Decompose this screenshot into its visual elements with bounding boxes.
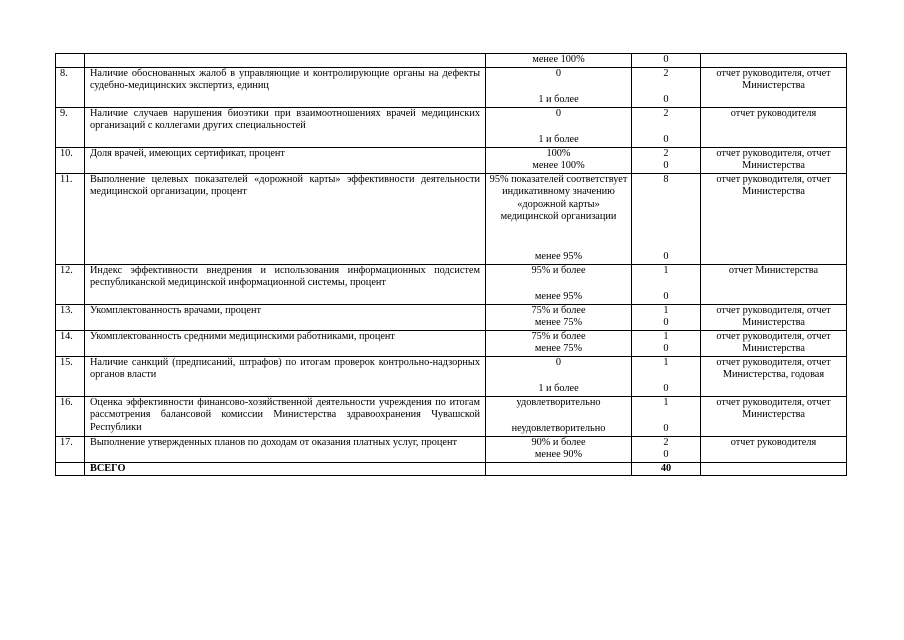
row-number <box>56 54 85 68</box>
points-line: 0 <box>663 291 669 302</box>
value-cell <box>486 67 632 107</box>
points-line: 2 <box>663 147 669 159</box>
points-cell <box>632 147 701 173</box>
criterion-name: Наличие случаев нарушения биоэтики при взаимоотношениях врачей медицинских организаций с коллегами других специальностей <box>85 107 486 147</box>
criterion-name: Укомплектованность врачами, процент <box>85 304 486 330</box>
criterion-name: Укомплектованность средними медицинскими работниками, процент <box>85 330 486 356</box>
value-cell <box>486 356 632 396</box>
value-cell <box>486 330 632 356</box>
row-number: 16. <box>56 396 85 436</box>
table-row <box>56 356 847 396</box>
row-number: 15. <box>56 356 85 396</box>
row-number: 10. <box>56 147 85 173</box>
row-number: 9. <box>56 107 85 147</box>
criterion-name: Оценка эффективности финансово-хозяйственной деятельности учреждения по итогам рассмотрения балансовой комиссии Министерства здравоохранения Чувашской Республики <box>85 396 486 436</box>
table-row <box>56 330 847 356</box>
points-line: 1 <box>663 330 669 342</box>
value-line: 0 <box>555 356 562 368</box>
criterion-name: Наличие санкций (предписаний, штрафов) по итогам проверок контрольно-надзорных органов власти <box>85 356 486 396</box>
points-line: 1 <box>663 356 669 368</box>
value-line: 0 <box>555 107 562 119</box>
points-line: 1 <box>663 304 669 316</box>
row-number: 14. <box>56 330 85 356</box>
source-cell: отчет руководителя, отчет Министерства <box>701 396 847 436</box>
value-line: менее 95% <box>534 291 583 302</box>
row-number: 12. <box>56 264 85 304</box>
points-cell <box>632 54 701 68</box>
table-row <box>56 264 847 304</box>
criteria-table-body <box>56 54 847 476</box>
points-line: 0 <box>663 343 669 354</box>
value-cell <box>486 462 632 476</box>
value-line: удовлетворительно <box>516 396 601 408</box>
value-cell <box>486 396 632 436</box>
value-cell <box>486 304 632 330</box>
value-line: 90% и более <box>531 436 586 448</box>
row-number: 11. <box>56 173 85 264</box>
source-cell <box>701 54 847 68</box>
points-cell <box>632 356 701 396</box>
value-line: менее 75% <box>534 317 583 328</box>
criterion-name: Индекс эффективности внедрения и использования информационных подсистем республиканской медицинской информационной системы, процент <box>85 264 486 304</box>
table-row <box>56 173 847 264</box>
value-line: менее 75% <box>534 343 583 354</box>
criterion-name: Выполнение целевых показателей «дорожной карты» эффективности деятельности медицинской организации, процент <box>85 173 486 264</box>
points-line: 0 <box>663 423 669 434</box>
value-line: менее 95% <box>534 251 583 262</box>
value-line: 95% и более <box>531 264 586 276</box>
points-line: 0 <box>663 317 669 328</box>
points-line: 1 <box>663 264 669 276</box>
criterion-name: Выполнение утвержденных планов по доходам от оказания платных услуг, процент <box>85 436 486 462</box>
row-number: 13. <box>56 304 85 330</box>
table-row <box>56 54 847 68</box>
points-cell <box>632 173 701 264</box>
table-row <box>56 396 847 436</box>
value-cell <box>486 147 632 173</box>
value-cell <box>486 436 632 462</box>
points-line: 0 <box>663 251 669 262</box>
value-line: 1 и более <box>538 383 579 394</box>
source-cell <box>701 462 847 476</box>
value-line: 1 и более <box>538 134 579 145</box>
points-cell <box>632 264 701 304</box>
points-line: 40 <box>660 462 672 474</box>
points-cell <box>632 67 701 107</box>
row-number: 17. <box>56 436 85 462</box>
points-line: 0 <box>663 383 669 394</box>
points-line: 8 <box>663 173 669 185</box>
total-row <box>56 462 847 476</box>
points-cell <box>632 396 701 436</box>
points-cell <box>632 304 701 330</box>
total-label: ВСЕГО <box>85 462 486 476</box>
value-line: неудовлетворительно <box>511 423 606 434</box>
points-cell <box>632 330 701 356</box>
source-cell: отчет руководителя, отчет Министерства <box>701 67 847 107</box>
criterion-name: Доля врачей, имеющих сертификат, процент <box>85 147 486 173</box>
table-row <box>56 107 847 147</box>
source-cell: отчет руководителя, отчет Министерства <box>701 147 847 173</box>
table-row <box>56 304 847 330</box>
points-line: 0 <box>663 94 669 105</box>
value-cell <box>486 107 632 147</box>
table-row <box>56 147 847 173</box>
value-line: 0 <box>555 67 562 79</box>
value-cell <box>486 264 632 304</box>
value-line: менее 90% <box>534 449 583 460</box>
source-cell: отчет руководителя <box>701 107 847 147</box>
points-cell <box>632 436 701 462</box>
points-line: 0 <box>663 134 669 145</box>
source-cell: отчет руководителя, отчет Министерства <box>701 330 847 356</box>
criteria-table <box>55 53 847 476</box>
value-line: 75% и более <box>531 330 586 342</box>
value-line: 1 и более <box>538 94 579 105</box>
row-number <box>56 462 85 476</box>
value-line: 100% <box>546 147 571 159</box>
value-line: менее 100% <box>532 54 585 65</box>
source-cell: отчет руководителя, отчет Министерства <box>701 304 847 330</box>
source-cell: отчет руководителя, отчет Министерства <box>701 173 847 264</box>
points-line: 0 <box>663 160 669 171</box>
points-line: 0 <box>663 449 669 460</box>
source-cell: отчет Министерства <box>701 264 847 304</box>
value-line: 75% и более <box>531 304 586 316</box>
value-line: 95% показателей соответствует индикативному значению «дорожной карты» медицинской организации <box>489 173 628 222</box>
source-cell: отчет руководителя, отчет Министерства, годовая <box>701 356 847 396</box>
row-number: 8. <box>56 67 85 107</box>
criterion-name: Наличие обоснованных жалоб в управляющие и контролирующие органы на дефекты судебно-медицинских экспертиз, единиц <box>85 67 486 107</box>
value-cell <box>486 173 632 264</box>
table-row <box>56 67 847 107</box>
points-cell <box>632 107 701 147</box>
points-line: 2 <box>663 436 669 448</box>
points-line: 2 <box>663 67 669 79</box>
points-line: 1 <box>663 396 669 408</box>
value-cell <box>486 54 632 68</box>
value-line: менее 100% <box>532 160 585 171</box>
points-line: 2 <box>663 107 669 119</box>
criterion-name <box>85 54 486 68</box>
points-line: 0 <box>663 54 669 65</box>
table-row <box>56 436 847 462</box>
total-points <box>632 462 701 476</box>
source-cell: отчет руководителя <box>701 436 847 462</box>
